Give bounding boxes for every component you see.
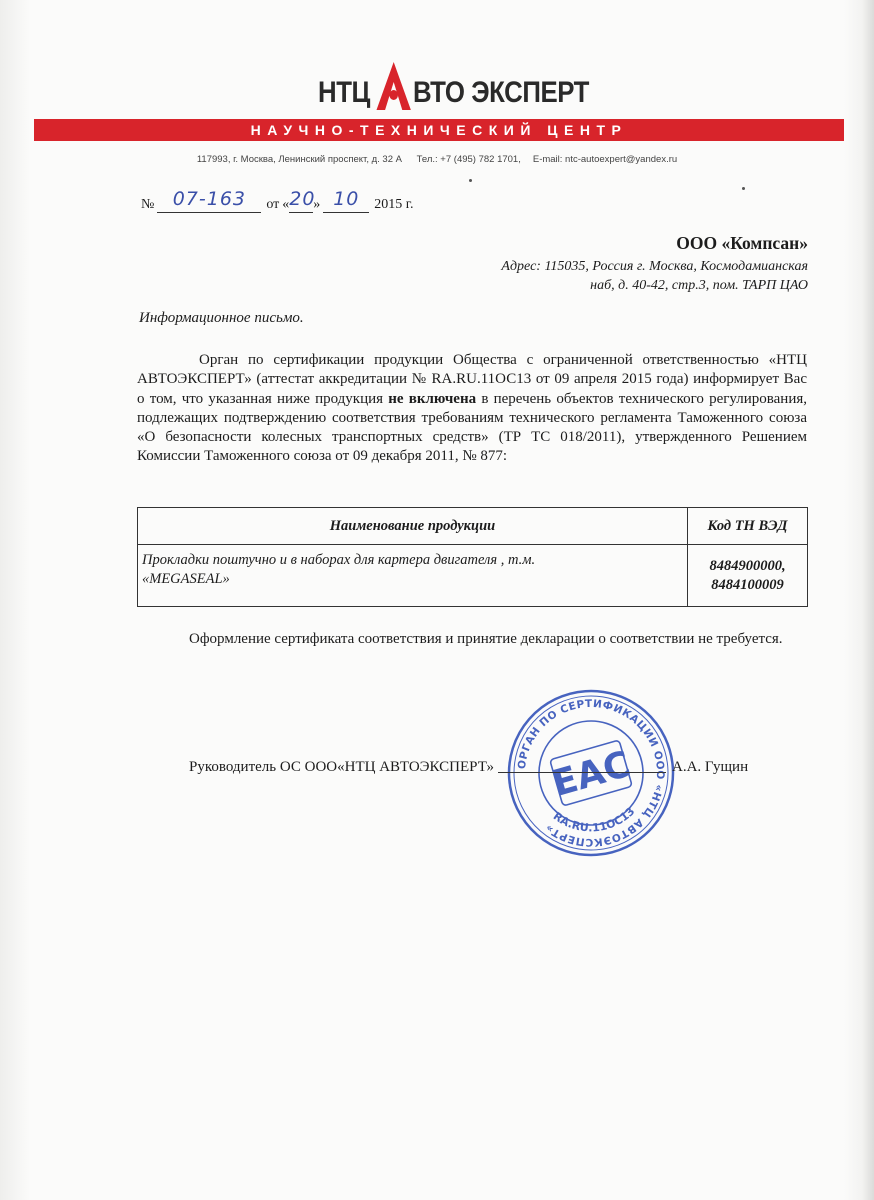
letter-subject: Информационное письмо.	[139, 310, 304, 326]
closing-paragraph	[137, 630, 807, 649]
product-name-cell	[138, 545, 688, 607]
stamp-center-mark: ЕАС	[547, 743, 635, 806]
day-blank	[289, 188, 316, 213]
banner-text: НАУЧНО-ТЕХНИЧЕСКИЙ ЦЕНТР	[250, 122, 628, 138]
letterhead-contacts	[0, 154, 874, 165]
year-text: 2015 г.	[374, 197, 414, 212]
open-quote: «	[282, 197, 290, 212]
scan-edge-shadow	[862, 0, 874, 1200]
addressee-block	[388, 233, 808, 295]
addressee-address-line2: наб, д. 40-42, стр.3, пом. ТАРП ЦАО	[590, 278, 808, 293]
signer-name: А.А. Гущин	[671, 759, 749, 775]
company-logo	[318, 62, 589, 110]
product-code-cell	[688, 545, 808, 607]
signer-role: Руководитель ОС ООО«НТЦ АВТОЭКСПЕРТ»	[189, 759, 494, 775]
product-name-line2: «MEGASEAL»	[142, 571, 230, 587]
scan-speck	[469, 179, 472, 182]
handwritten-day: 20	[289, 188, 316, 210]
month-blank	[323, 188, 369, 213]
stamp-bottom-text: RA.RU.11ОС13	[550, 804, 638, 835]
number-blank	[157, 188, 261, 213]
logo-suffix: ВТО ЭКСПЕРТ	[412, 76, 590, 109]
handwritten-month: 10	[333, 188, 360, 210]
from-label: от	[266, 197, 280, 212]
logo-prefix: НТЦ	[318, 76, 370, 109]
addressee-org: ООО «Компсан»	[676, 233, 808, 253]
letterhead-phone: Тел.: +7 (495) 782 1701,	[416, 154, 521, 165]
signature-line	[189, 759, 789, 776]
addressee-address-line1: Адрес: 115035, Россия г. Москва, Космодамианская	[501, 259, 808, 274]
handwritten-number: 07-163	[172, 188, 247, 210]
table-row	[138, 545, 808, 607]
close-quote: »	[313, 197, 321, 212]
letterhead-email: E-mail: ntc-autoexpert@yandex.ru	[532, 154, 678, 165]
products-table	[137, 507, 808, 607]
letterhead-banner	[34, 119, 844, 141]
reference-line	[141, 188, 414, 213]
product-name-line1: Прокладки поштучно и в наборах для картера двигателя , т.м.	[142, 552, 536, 568]
body-part2: в перечень объектов технического регулирования, подлежащих подтверждению соответствия требованиям технического регламента Таможенного союза «О безопасности колесных транспортных средств» (ТР ТС 018/2011), утвержденного Решением Комиссии Таможенного союза от 09 декабря 2011, № 877:	[137, 390, 808, 465]
header-product-name: Наименование продукции	[138, 508, 688, 545]
stamp-ring-text: ОРГАН ПО СЕРТИФИКАЦИИ ООО «НТЦ АВТОЭКСПЕРТ»	[516, 697, 667, 849]
logo-a-icon	[377, 62, 411, 110]
number-label: №	[141, 197, 155, 212]
body-emphasis: не включена	[388, 390, 477, 407]
header-hs-code: Код ТН ВЭД	[688, 508, 808, 545]
product-code-line1: 8484900000,	[709, 557, 786, 574]
body-paragraph	[137, 351, 807, 467]
closing-text: Оформление сертификата соответствия и принятие декларации о соответствии не требуется.	[189, 631, 783, 647]
product-code-line2: 8484100009	[711, 576, 784, 593]
scan-speck	[742, 187, 745, 190]
signature-blank	[498, 772, 666, 773]
body-part1: Орган по сертификации продукции Общества с ограниченной ответственностью «НТЦ АВТОЭКСПЕРТ» (аттестат аккредитации № RA.RU.11ОС13 от 09 апреля 2015 года) информирует Вас о том, что указанная ниже продукция	[137, 352, 807, 407]
letterhead-address: 117993, г. Москва, Ленинский проспект, д. 32 А	[196, 154, 402, 165]
table-header-row	[138, 508, 808, 545]
